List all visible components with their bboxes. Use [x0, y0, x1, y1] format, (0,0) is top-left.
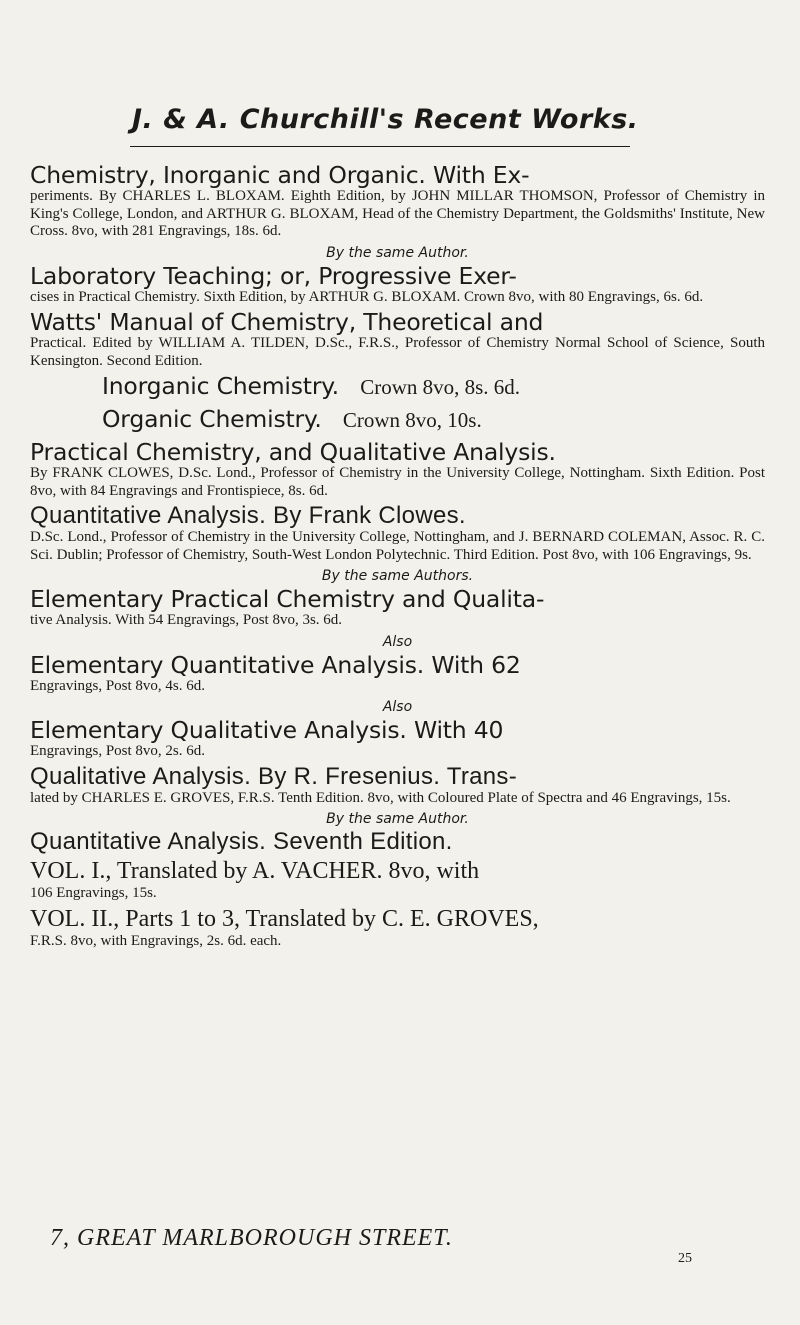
catalogue-entry: [30, 764, 765, 808]
entry-description: D.Sc. Lond., Professor of Chemistry in the University College, Nottingham, and J. BERNARD COLEMAN, Assoc. R. C. Sci. Dublin; Professor of Chemistry, South-West London Polytechnic. Third Edition. Post 8vo, with 106 Engravings, 9s.: [30, 529, 765, 563]
entry-heading: Organic Chemistry.: [102, 405, 322, 433]
entry-description: tive Analysis. With 54 Engravings, Post 8vo, 3s. 6d.: [30, 612, 343, 628]
entry-description: periments. By CHARLES L. BLOXAM. Eighth Edition, by JOHN MILLAR THOMSON, Professor of Chemistry in King's College, London, and ARTHUR G. BLOXAM, Head of the Chemistry Department, the Goldsmiths' Institute, New Cross. 8vo, with 281 Engravings, 18s. 6d.: [30, 188, 765, 239]
entry-heading: Quantitative Analysis. Seventh Edition.: [30, 828, 453, 855]
entry-description: lated by CHARLES E. GROVES, F.R.S. Tenth Edition. 8vo, with Coloured Plate of Spectra and 46 Engravings, 15s.: [30, 789, 731, 806]
volume-description: F.R.S. 8vo, with Engravings, 2s. 6d. each.: [30, 932, 282, 949]
volume-description: 106 Engravings, 15s.: [30, 885, 157, 901]
entry-price: Crown 8vo, 10s.: [342, 408, 482, 432]
entry-description: Engravings, Post 8vo, 4s. 6d.: [30, 677, 206, 694]
entry-heading: Elementary Quantitative Analysis. With 62: [30, 650, 521, 679]
catalogue-entry: [30, 633, 765, 696]
entry-description: Engravings, Post 8vo, 2s. 6d.: [30, 743, 206, 759]
entry-heading-line: [102, 406, 765, 433]
catalogue-entries: [30, 162, 765, 950]
catalogue-entry: [30, 567, 765, 630]
catalogue-entry: [30, 162, 765, 241]
entry-heading: Chemistry, Inorganic and Organic. With Ex-: [30, 161, 530, 189]
entry-byline: Also: [382, 633, 413, 650]
running-head-title: J. & A. Churchill's Recent Works.: [132, 104, 639, 135]
catalogue-entry: [30, 406, 765, 433]
entry-heading: Laboratory Teaching; or, Progressive Exer-: [30, 261, 517, 290]
running-head: [30, 104, 765, 156]
page-number: 25: [678, 1251, 692, 1266]
entry-heading: Elementary Qualitative Analysis. With 40: [30, 716, 504, 744]
entry-heading: Qualitative Analysis. By R. Fresenius. Trans-: [30, 762, 518, 790]
entry-heading: Practical Chemistry, and Qualitative Analysis.: [30, 438, 556, 466]
running-head-rule: [130, 146, 630, 147]
volume-heading: VOL. II., Parts 1 to 3, Translated by C. E. GROVES,: [30, 905, 539, 932]
publisher-address: 7, GREAT MARLBOROUGH STREET.: [50, 1225, 453, 1251]
catalogue-entry: [30, 698, 765, 761]
entry-description: Practical. Edited by WILLIAM A. TILDEN, D.Sc., F.R.S., Professor of Chemistry Normal School of Science, South Kensington. Second Edition.: [30, 335, 765, 369]
catalogue-entry: [30, 810, 765, 950]
entry-heading: Quantitative Analysis. By Frank Clowes.: [30, 502, 466, 529]
entry-price: Crown 8vo, 8s. 6d.: [360, 375, 521, 399]
volume-entry: [30, 858, 765, 903]
catalogue-entry: [30, 309, 765, 370]
volume-entry: [30, 906, 765, 951]
entry-byline: By the same Author.: [326, 811, 469, 827]
entry-description: cises in Practical Chemistry. Sixth Edition, by ARTHUR G. BLOXAM. Crown 8vo, with 80 Engravings, 6s. 6d.: [30, 288, 704, 305]
entry-byline: By the same Authors.: [321, 568, 474, 584]
volume-heading: VOL. I., Translated by A. VACHER. 8vo, with: [30, 858, 480, 884]
entry-byline: Also: [382, 699, 413, 715]
catalogue-entry: [30, 373, 765, 400]
entry-heading: Elementary Practical Chemistry and Qualita-: [30, 585, 545, 613]
catalogue-entry: [30, 244, 765, 307]
catalogue-entry: [30, 439, 765, 500]
entry-byline: By the same Author.: [326, 244, 469, 261]
entry-heading: Inorganic Chemistry.: [102, 372, 339, 400]
entry-description: By FRANK CLOWES, D.Sc. Lond., Professor of Chemistry in the University College, Nottingham. Sixth Edition. Post 8vo, with 84 Engravings and Frontispiece, 8s. 6d.: [30, 465, 765, 499]
entry-heading-line: [102, 373, 765, 400]
catalogue-entry: [30, 503, 765, 564]
entry-heading: Watts' Manual of Chemistry, Theoretical and: [30, 308, 544, 336]
